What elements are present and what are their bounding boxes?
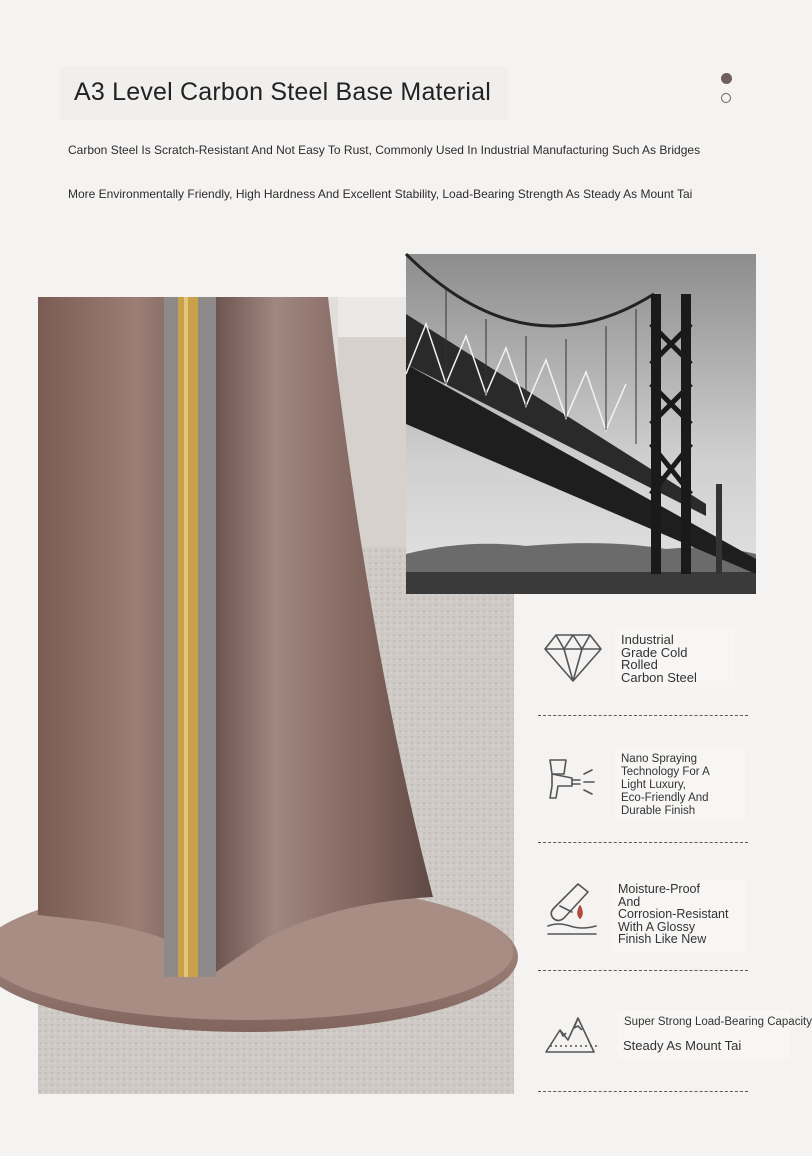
description-line-1: Carbon Steel Is Scratch-Resistant And Not Easy To Rust, Commonly Used In Industrial Manufacturing Such As Bridges	[68, 143, 701, 157]
pager-dot-active[interactable]	[721, 73, 732, 84]
description-line-2: More Environmentally Friendly, High Hardness And Excellent Stability, Load-Bearing Strength As Steady As Mount Tai	[68, 187, 693, 201]
divider	[538, 1091, 748, 1092]
test-tube-icon	[538, 880, 608, 940]
spray-gun-icon	[538, 752, 608, 812]
divider	[538, 842, 748, 843]
feature-4-text-line-2: Steady As Mount Tai	[623, 1038, 742, 1053]
feature-3-text: Moisture-Proof And Corrosion-Resistant With A Glossy Finish Like New	[618, 882, 729, 946]
feature-1-text: Industrial Grade Cold Rolled Carbon Steel	[621, 632, 697, 685]
bridge-photo	[406, 254, 756, 594]
mountain-icon	[538, 1006, 608, 1066]
page-title: A3 Level Carbon Steel Base Material	[74, 78, 491, 106]
feature-2-text: Nano Spraying Technology For A Light Luxury, Eco-Friendly And Durable Finish	[621, 753, 710, 817]
pager-dot-inactive[interactable]	[721, 93, 731, 103]
divider	[538, 970, 748, 971]
diamond-icon	[538, 627, 608, 687]
divider	[538, 715, 748, 716]
feature-4-text-line-1: Super Strong Load-Bearing Capacity	[624, 1016, 812, 1028]
